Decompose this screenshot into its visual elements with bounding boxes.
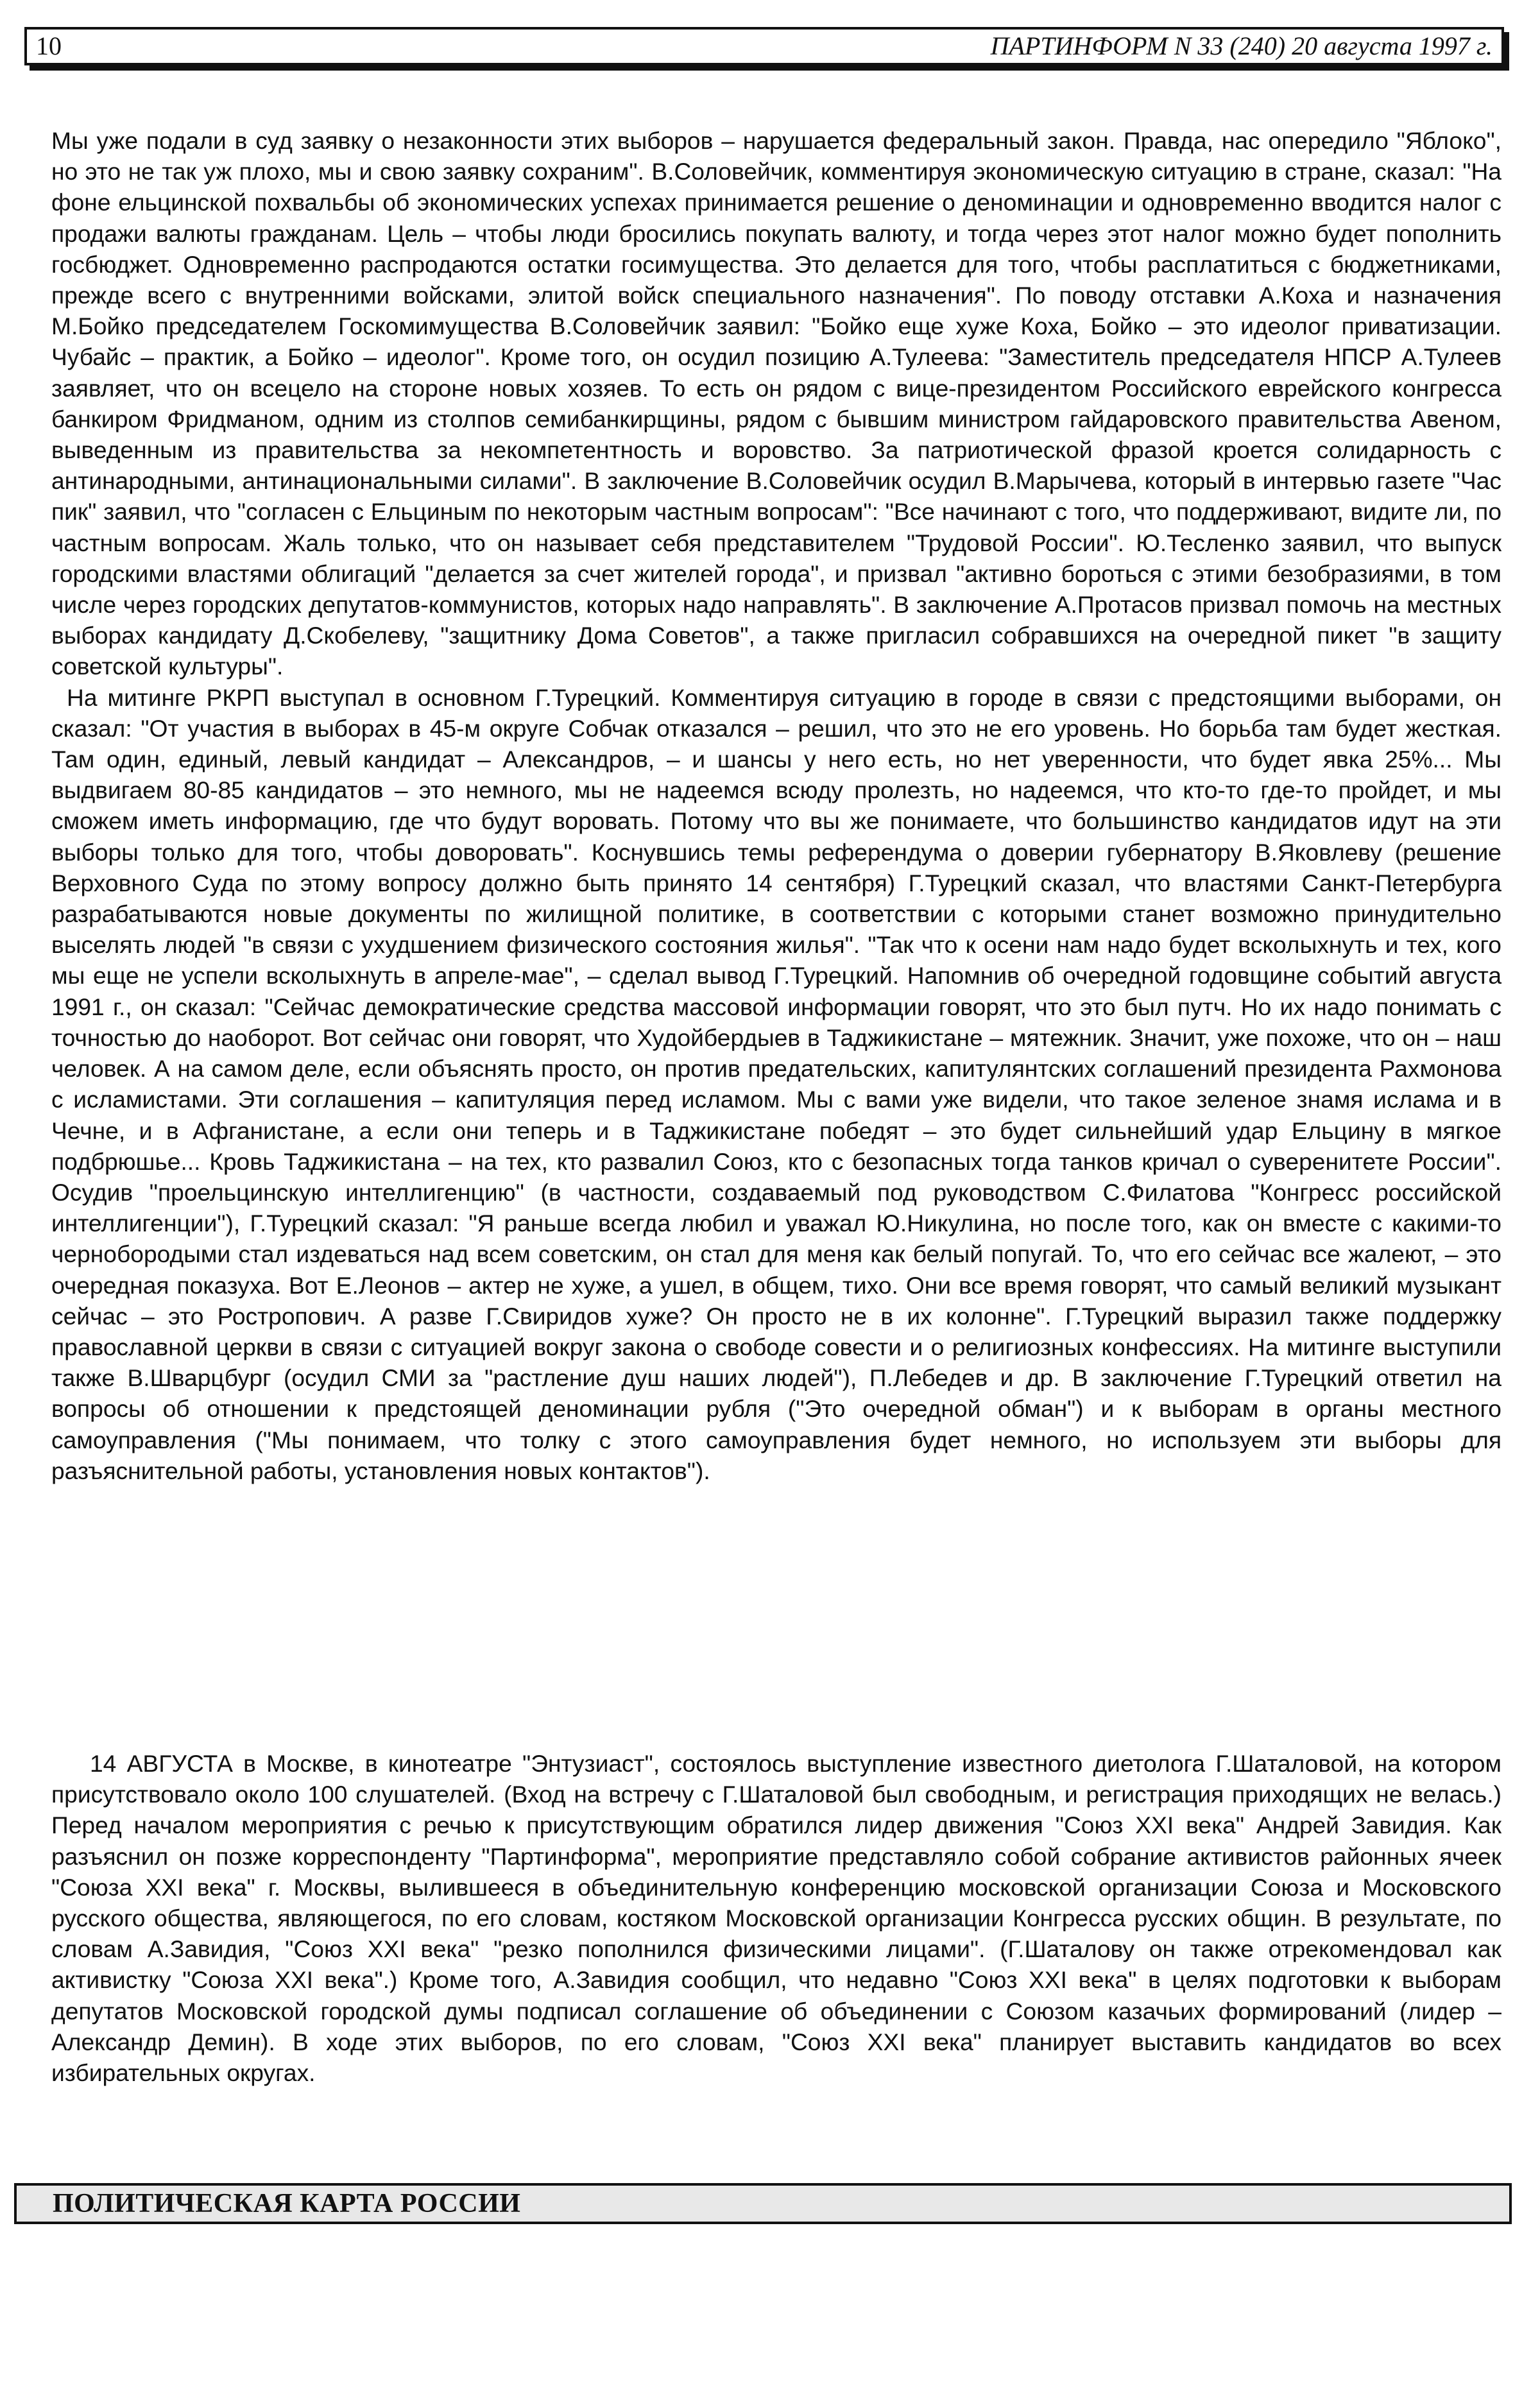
- page-number: 10: [36, 31, 62, 60]
- section-title: ПОЛИТИЧЕСКАЯ КАРТА РОССИИ: [53, 2189, 521, 2218]
- paragraph: 14 АВГУСТА в Москве, в кинотеатре "Энтузиаст", состоялось выступление известного диетолога Г.Шаталовой, на котором присутствовало около 100 слушателей. (Вход на встречу с Г.Шаталовой был свободным, и регистрация приходящих не велась.) Перед началом мероприятия с речью к присутствующим обратился лидер движения "Союз XXI века" Андрей Завидия. Как разъяснил он позже корреспонденту "Партинформа", мероприятие представляло собой собрание активистов районных ячеек "Союза XXI века" г. Москвы, вылившееся в объединительную конференцию московской организации Союза и Московского русского общества, являющегося, по его словам, костяком Московской организации Конгресса русских общин. В результате, по словам А.Завидия, "Союз XXI века" "резко пополнился физическими лицами". (Г.Шаталову он также отрекомендовал как активистку "Союза XXI века".) Кроме того, А.Завидия сообщил, что недавно "Союз XXI века" в целях подготовки к выборам депутатов Московской городской думы подписал соглашение об объединении с Союзом казачьих формирований (лидер – Александр Демин). В ходе этих выборов, по его словам, "Союз XXI века" планирует выставить кандидатов во всех избирательных округах.: [51, 1750, 1502, 2087]
- paragraph: Мы уже подали в суд заявку о незаконности этих выборов – нарушается федеральный закон. Правда, нас опередило "Яблоко", но это не так уж плохо, мы и свою заявку сохраним". В.Соловейчик, комментируя экономическую ситуацию в стране, сказал: "На фоне ельцинской похвальбы об экономических успехах принимается решение о деноминации и одновременно вводится налог с продажи валюты гражданам. Цель – чтобы люди бросились покупать валюту, и тогда через этот налог можно будет пополнить госбюджет. Одновременно распродаются остатки госимущества. Это делается для того, чтобы расплатиться с бюджетниками, прежде всего с внутренними войсками, элитой войск специального назначения". По поводу отставки А.Коха и назначения М.Бойко председателем Госкомимущества В.Соловейчик заявил: "Бойко еще хуже Коха, Бойко – это идеолог приватизации. Чубайс – практик, а Бойко – идеолог". Кроме того, он осудил позицию А.Тулеева: "Заместитель председателя НПСР А.Тулеев заявляет, что он всецело на стороне новых хозяев. То есть он рядом с вице-президентом Российского еврейского конгресса банкиром Фридманом, одним из столпов семибанкирщины, рядом с бывшим министром гайдаровского правительства Авеном, выведенным из правительства за некомпетентность и воровство. За патриотической фразой кроется солидарность с антинародными, антинациональными силами". В заключение В.Соловейчик осудил В.Марычева, который в интервью газете "Час пик" заявил, что "согласен с Ельциным по некоторым частным вопросам": "Все начинают с того, что поддерживают, видите ли, по частным вопросам. Жаль только, что он называет себя представителем "Трудовой России". Ю.Тесленко заявил, что выпуск городскими властями облигаций "делается за счет жителей города", и призвал "активно бороться с этими безобразиями, в том числе через городских депутатов-коммунистов, которых надо направлять". В заключение А.Протасов призвал помочь на местных выборах кандидату Д.Скобелеву, "защитнику Дома Советов", а также пригласил собравшихся на очередной пикет "в защиту советской культуры".: [51, 127, 1502, 680]
- publication-title: ПАРТИНФОРМ N 33 (240) 20 августа 1997 г.: [990, 31, 1493, 60]
- article-section-moscow: [51, 1748, 1502, 2088]
- section-banner: [14, 2183, 1512, 2224]
- page-header: [24, 27, 1504, 65]
- paragraph: На митинге РКРП выступал в основном Г.Турецкий. Комментируя ситуацию в городе в связи с предстоящими выборами, он сказал: "От участия в выборах в 45-м округе Собчак отказался – решил, что это не его уровень. Но борьба там будет жесткая. Там один, единый, левый кандидат – Александров, – и шансы у него есть, но нет уверенности, что будет явка 25%... Мы выдвигаем 80-85 кандидатов – это немного, мы не надеемся всюду пролезть, но надеемся, что кто-то где-то пройдет, и мы сможем иметь информацию, где что будут воровать. Потому что вы же понимаете, что большинство кандидатов идут на эти выборы только для того, чтобы доворовать". Коснувшись темы референдума о доверии губернатору В.Яковлеву (решение Верховного Суда по этому вопросу должно быть принято 14 сентября) Г.Турецкий сказал, что властями Санкт-Петербурга разрабатываются новые документы по жилищной политике, в соответствии с которыми станет возможно принудительно выселять людей "в связи с ухудшением физического состояния жилья". "Так что к осени нам надо будет всколыхнуть и тех, кого мы еще не успели всколыхнуть в апреле-мае", – сделал вывод Г.Турецкий. Напомнив об очередной годовщине событий августа 1991 г., он сказал: "Сейчас демократические средства массовой информации говорят, что это был путч. Но их надо понимать с точностью до наоборот. Вот сейчас они говорят, что Худойбердыев в Таджикистане – мятежник. Значит, уже похоже, что он – наш человек. А на самом деле, если объяснять просто, он против предательских, капитулянтских соглашений президента Рахмонова с исламистами. Эти соглашения – капитуляция перед исламом. Мы с вами уже видели, что такое зеленое знамя ислама и в Чечне, и в Афганистане, а если они теперь и в Таджикистане победят – это будет сильнейший удар Ельцину в мягкое подбрюшье... Кровь Таджикистана – на тех, кто развалил Союз, кто с безопасных тогда танков кричал о суверенитете России". Осудив "проельцинскую интеллигенцию" (в частности, создаваемый под руководством С.Филатова "Конгресс российской интеллигенции"), Г.Турецкий сказал: "Я раньше всегда любил и уважал Ю.Никулина, но после того, как он вместе с какими-то чернобородыми стал издеваться над всем советским, он стал для меня как белый попугай. То, что его сейчас все жалеют, – это очередная показуха. Вот Е.Леонов – актер не хуже, а ушел, в общем, тихо. Они все время говорят, что самый великий музыкант сейчас – это Ростропович. А разве Г.Свиридов хуже? Он просто не в их колонне". Г.Турецкий выразил также поддержку православной церкви в связи с ситуацией вокруг закона о свободе совести и о религиозных конфессиях. На митинге выступили также В.Шварцбург (осудил СМИ за "растление душ наших людей"), П.Лебедев и др. В заключение Г.Турецкий ответил на вопросы об отношении к предстоящей деноминации рубля ("Это очередной обман") и к выборам в органы местного самоуправления ("Мы понимаем, что толку с этого самоуправления будет немного, но используем эти выборы для разъяснительной работы, установления новых контактов").: [51, 683, 1502, 1484]
- article-section-rallies: [51, 125, 1502, 1486]
